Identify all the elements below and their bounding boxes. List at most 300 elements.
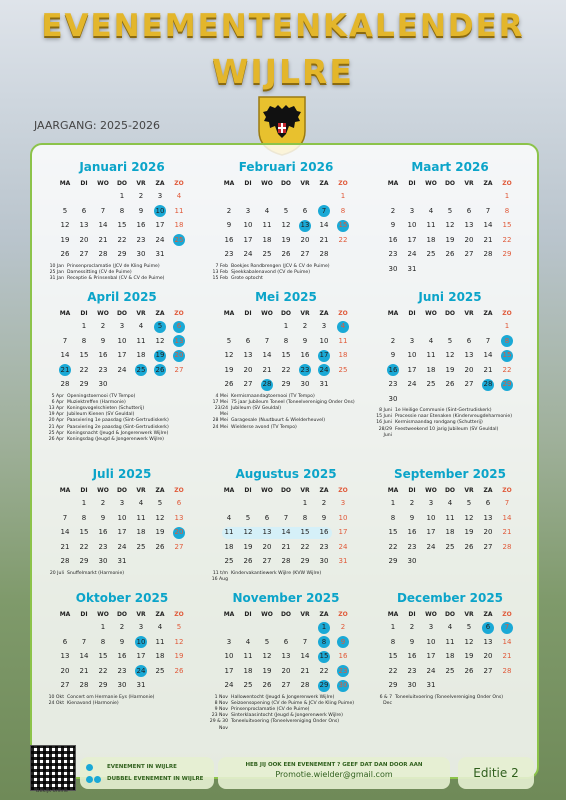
day-cell[interactable]: 6 [62,637,68,646]
day-cell[interactable]: 17 [136,652,146,660]
day-cell[interactable]: 18 [155,652,165,660]
day-cell[interactable]: 26 [262,681,272,689]
day-cell[interactable]: 1 [81,322,87,330]
day-cell[interactable]: 5 [466,623,472,631]
day-cell[interactable]: 11 [220,525,239,540]
day-cell[interactable]: 16 [315,525,334,540]
day-cell[interactable]: 2 [340,623,346,631]
day-cell[interactable]: 9 [409,637,415,646]
day-cell[interactable]: 19 [464,528,474,536]
day-cell[interactable]: 6 [81,206,87,215]
day-cell[interactable]: 10 [151,204,170,219]
day-cell[interactable]: 24 [407,380,417,388]
day-cell[interactable]: 14 [60,351,70,359]
day-cell[interactable]: 23 [117,666,127,675]
day-cell[interactable]: 3 [226,637,232,646]
day-cell[interactable]: 1 [119,192,125,200]
day-cell[interactable]: 29 [498,377,517,392]
day-cell[interactable]: 12 [155,336,165,345]
day-cell[interactable]: 5 [466,499,472,507]
day-cell[interactable]: 21 [56,363,75,378]
day-cell[interactable]: 23 [407,542,417,551]
day-cell[interactable]: 15 [502,221,512,229]
day-cell[interactable]: 16 [117,652,127,660]
day-cell[interactable]: 1 [283,322,289,330]
day-cell[interactable]: 1 [504,322,510,330]
day-cell[interactable]: 9 [226,221,232,229]
day-cell[interactable]: 6 [245,336,251,345]
day-cell[interactable]: 9 [100,513,106,522]
day-cell[interactable]: 8 [498,334,517,349]
day-cell[interactable]: 29 [388,681,398,689]
day-cell[interactable]: 7 [485,206,491,215]
day-cell[interactable]: 9 [321,513,327,522]
day-cell[interactable]: 21 [300,666,310,675]
day-cell[interactable]: 19 [155,528,165,536]
day-cell[interactable]: 12 [60,221,70,229]
day-cell[interactable]: 28 [79,681,89,689]
day-cell[interactable]: 5 [226,336,232,345]
day-cell[interactable]: 6 [485,499,491,507]
day-cell[interactable]: 4 [226,513,232,522]
day-cell[interactable]: 27 [174,542,184,551]
day-cell[interactable]: 22 [281,365,291,374]
day-cell[interactable]: 18 [224,542,234,551]
day-cell[interactable]: 11 [243,652,253,660]
day-cell[interactable]: 23 [224,250,234,258]
day-cell[interactable]: 24 [243,250,253,258]
day-cell[interactable]: 3 [138,623,144,631]
day-cell[interactable]: 13 [60,652,70,660]
day-cell[interactable]: 28 [502,666,512,675]
day-cell[interactable]: 28 [281,557,291,565]
day-cell[interactable]: 19 [464,652,474,660]
day-cell[interactable]: 17 [224,666,234,675]
day-cell[interactable]: 4 [138,322,144,330]
day-cell[interactable]: 24 [315,363,334,378]
day-cell[interactable]: 11 [155,637,165,646]
day-cell[interactable]: 15 [388,528,398,536]
day-cell[interactable]: 25 [426,250,436,258]
day-cell[interactable]: 14 [262,351,272,359]
day-cell[interactable]: 13 [174,513,184,522]
day-cell[interactable]: 16 [224,235,234,244]
day-cell[interactable]: 3 [409,336,415,345]
day-cell[interactable]: 1 [390,623,396,631]
day-cell[interactable]: 3 [428,499,434,507]
day-cell[interactable]: 4 [245,637,251,646]
day-cell[interactable]: 8 [81,513,87,522]
day-cell[interactable]: 4 [428,336,434,345]
day-cell[interactable]: 14 [502,513,512,522]
day-cell[interactable]: 26 [60,250,70,258]
day-cell[interactable]: 7 [100,206,106,215]
day-cell[interactable]: 5 [283,206,289,215]
day-cell[interactable]: 9 [409,513,415,522]
day-cell[interactable]: 19 [262,666,272,675]
day-cell[interactable]: 31 [117,557,127,565]
day-cell[interactable]: 23 [407,666,417,675]
day-cell[interactable]: 5 [447,336,453,345]
day-cell[interactable]: 29 [281,380,291,388]
day-cell[interactable]: 14 [502,637,512,646]
day-cell[interactable]: 23 [136,235,146,244]
day-cell[interactable]: 17 [426,652,436,660]
day-cell[interactable]: 19 [243,542,253,551]
day-cell[interactable]: 23 [388,380,398,388]
day-cell[interactable]: 19 [281,235,291,244]
day-cell[interactable]: 2 [100,322,106,330]
day-cell[interactable]: 7 [504,499,510,507]
day-cell[interactable]: 19 [445,365,455,374]
day-cell[interactable]: 14 [483,221,493,229]
day-cell[interactable]: 25 [136,542,146,551]
day-cell[interactable]: 8 [504,206,510,215]
day-cell[interactable]: 18 [174,221,184,229]
day-cell[interactable]: 28 [60,557,70,565]
day-cell[interactable]: 30 [319,557,329,565]
day-cell[interactable]: 20 [60,666,70,675]
day-cell[interactable]: 7 [62,513,68,522]
day-cell[interactable]: 5 [62,206,68,215]
day-cell[interactable]: 20 [79,235,89,244]
day-cell[interactable]: 22 [338,235,348,244]
day-cell[interactable]: 28 [483,250,493,258]
day-cell[interactable]: 15 [296,525,315,540]
day-cell[interactable]: 20 [243,365,253,374]
day-cell[interactable]: 21 [483,365,493,374]
day-cell[interactable]: 21 [79,666,89,675]
day-cell[interactable]: 21 [502,652,512,660]
day-cell[interactable]: 19 [224,365,234,374]
day-cell[interactable]: 26 [445,250,455,258]
day-cell[interactable]: 30 [407,681,417,689]
day-cell[interactable]: 31 [338,557,348,565]
day-cell[interactable]: 22 [502,235,512,244]
day-cell[interactable]: 30 [388,264,398,273]
day-cell[interactable]: 23 [98,365,108,374]
day-cell[interactable]: 13 [296,218,315,233]
day-cell[interactable]: 16 [136,221,146,229]
day-cell[interactable]: 9 [119,637,125,646]
day-cell[interactable]: 7 [283,513,289,522]
day-cell[interactable]: 5 [264,637,270,646]
day-cell[interactable]: 11 [136,336,146,345]
day-cell[interactable]: 2 [226,206,232,215]
day-cell[interactable]: 30 [98,380,108,388]
day-cell[interactable]: 10 [117,336,127,345]
day-cell[interactable]: 2 [138,192,144,200]
day-cell[interactable]: 31 [426,681,436,689]
day-cell[interactable]: 13 [483,637,493,646]
day-cell[interactable]: 15 [79,351,89,359]
day-cell[interactable]: 13 [464,351,474,359]
day-cell[interactable]: 12 [155,513,165,522]
day-cell[interactable]: 22 [300,542,310,551]
day-cell[interactable]: 18 [136,528,146,536]
day-cell[interactable]: 18 [445,528,455,536]
day-cell[interactable]: 25 [426,380,436,388]
day-cell[interactable]: 4 [264,206,270,215]
day-cell[interactable]: 11 [445,513,455,522]
day-cell[interactable]: 10 [426,637,436,646]
day-cell[interactable]: 11 [445,637,455,646]
day-cell[interactable]: 26 [464,666,474,675]
day-cell[interactable]: 30 [98,557,108,565]
day-cell[interactable]: 8 [119,206,125,215]
day-cell[interactable]: 15 [315,649,334,664]
day-cell[interactable]: 6 [466,206,472,215]
day-cell[interactable]: 22 [117,235,127,244]
day-cell[interactable]: 8 [302,513,308,522]
day-cell[interactable]: 30 [136,250,146,258]
day-cell[interactable]: 2 [302,322,308,330]
day-cell[interactable]: 26 [464,542,474,551]
day-cell[interactable]: 6 [176,499,182,507]
day-cell[interactable]: 17 [243,235,253,244]
day-cell[interactable]: 26 [174,666,184,675]
day-cell[interactable]: 11 [174,206,184,215]
day-cell[interactable]: 23 [334,664,353,679]
day-cell[interactable]: 15 [498,348,517,363]
day-cell[interactable]: 14 [98,221,108,229]
day-cell[interactable]: 27 [300,250,310,258]
day-cell[interactable]: 7 [315,204,334,219]
day-cell[interactable]: 20 [483,528,493,536]
day-cell[interactable]: 25 [155,666,165,675]
day-cell[interactable]: 20 [281,666,291,675]
day-cell[interactable]: 3 [321,322,327,330]
day-cell[interactable]: 13 [79,221,89,229]
day-cell[interactable]: 19 [174,652,184,660]
day-cell[interactable]: 12 [239,525,258,540]
day-cell[interactable]: 19 [445,235,455,244]
day-cell[interactable]: 18 [262,235,272,244]
day-cell[interactable]: 17 [426,528,436,536]
day-cell[interactable]: 29 [79,557,89,565]
day-cell[interactable]: 17 [155,221,165,229]
day-cell[interactable]: 7 [264,336,270,345]
day-cell[interactable]: 4 [334,319,353,334]
day-cell[interactable]: 15 [79,528,89,536]
day-cell[interactable]: 25 [445,666,455,675]
day-cell[interactable]: 6 [302,206,308,215]
day-cell[interactable]: 12 [224,351,234,359]
day-cell[interactable]: 20 [483,652,493,660]
day-cell[interactable]: 15 [334,218,353,233]
day-cell[interactable]: 3 [157,192,163,200]
day-cell[interactable]: 13 [170,334,189,349]
day-cell[interactable]: 18 [426,365,436,374]
day-cell[interactable]: 12 [464,513,474,522]
day-cell[interactable]: 7 [485,336,491,345]
day-cell[interactable]: 28 [319,250,329,258]
day-cell[interactable]: 16 [300,351,310,359]
day-cell[interactable]: 22 [79,542,89,551]
day-cell[interactable]: 21 [60,542,70,551]
day-cell[interactable]: 15 [388,652,398,660]
day-cell[interactable]: 17 [117,528,127,536]
day-cell[interactable]: 9 [138,206,144,215]
day-cell[interactable]: 28 [60,380,70,388]
day-cell[interactable]: 27 [483,542,493,551]
day-cell[interactable]: 21 [483,235,493,244]
day-cell[interactable]: 4 [447,623,453,631]
day-cell[interactable]: 12 [281,221,291,229]
day-cell[interactable]: 30 [300,380,310,388]
day-cell[interactable]: 16 [388,235,398,244]
day-cell[interactable]: 8 [390,637,396,646]
day-cell[interactable]: 25 [132,363,151,378]
day-cell[interactable]: 27 [60,681,70,689]
day-cell[interactable]: 9 [100,336,106,345]
day-cell[interactable]: 5 [176,623,182,631]
day-cell[interactable]: 31 [407,264,417,273]
day-cell[interactable]: 10 [224,652,234,660]
day-cell[interactable]: 3 [245,206,251,215]
day-cell[interactable]: 17 [117,351,127,359]
day-cell[interactable]: 30 [388,394,398,403]
day-cell[interactable]: 17 [407,365,417,374]
day-cell[interactable]: 8 [340,206,346,215]
day-cell[interactable]: 18 [426,235,436,244]
day-cell[interactable]: 29 [300,557,310,565]
day-cell[interactable]: 28 [300,681,310,689]
day-cell[interactable]: 12 [445,221,455,229]
day-cell[interactable]: 21 [502,528,512,536]
day-cell[interactable]: 18 [243,666,253,675]
day-cell[interactable]: 1 [81,499,87,507]
day-cell[interactable]: 23 [296,363,315,378]
day-cell[interactable]: 15 [117,221,127,229]
day-cell[interactable]: 31 [136,681,146,689]
day-cell[interactable]: 22 [98,666,108,675]
day-cell[interactable]: 31 [319,380,329,388]
day-cell[interactable]: 8 [100,637,106,646]
day-cell[interactable]: 10 [243,221,253,229]
day-cell[interactable]: 17 [407,235,417,244]
day-cell[interactable]: 14 [277,525,296,540]
day-cell[interactable]: 27 [464,380,474,388]
day-cell[interactable]: 8 [315,635,334,650]
day-cell[interactable]: 21 [262,365,272,374]
day-cell[interactable]: 12 [174,637,184,646]
day-cell[interactable]: 8 [81,336,87,345]
day-cell[interactable]: 25 [262,250,272,258]
day-cell[interactable]: 6 [479,620,498,635]
day-cell[interactable]: 19 [151,348,170,363]
day-cell[interactable]: 27 [243,380,253,388]
day-cell[interactable]: 2 [119,623,125,631]
day-cell[interactable]: 10 [338,513,348,522]
day-cell[interactable]: 13 [483,513,493,522]
day-cell[interactable]: 2 [321,499,327,507]
day-cell[interactable]: 9 [334,635,353,650]
day-cell[interactable]: 17 [338,528,348,536]
day-cell[interactable]: 3 [340,499,346,507]
day-cell[interactable]: 29 [79,380,89,388]
day-cell[interactable]: 29 [98,681,108,689]
day-cell[interactable]: 13 [258,525,277,540]
day-cell[interactable]: 23 [319,542,329,551]
day-cell[interactable]: 13 [464,221,474,229]
day-cell[interactable]: 30 [407,557,417,565]
day-cell[interactable]: 22 [79,365,89,374]
day-cell[interactable]: 4 [428,206,434,215]
day-cell[interactable]: 21 [319,235,329,244]
day-cell[interactable]: 24 [224,681,234,689]
qr-code-icon[interactable] [30,745,76,791]
day-cell[interactable]: 25 [243,681,253,689]
day-cell[interactable]: 10 [117,513,127,522]
day-cell[interactable]: 18 [445,652,455,660]
day-cell[interactable]: 16 [407,528,417,536]
day-cell[interactable]: 20 [464,365,474,374]
day-cell[interactable]: 5 [157,499,163,507]
day-cell[interactable]: 10 [426,513,436,522]
day-cell[interactable]: 24 [132,664,151,679]
day-cell[interactable]: 4 [157,623,163,631]
day-cell[interactable]: 10 [407,351,417,359]
day-cell[interactable]: 16 [338,652,348,660]
day-cell[interactable]: 13 [243,351,253,359]
day-cell[interactable]: 28 [502,542,512,551]
day-cell[interactable]: 24 [117,542,127,551]
day-cell[interactable]: 24 [117,365,127,374]
day-cell[interactable]: 28 [98,250,108,258]
day-cell[interactable]: 30 [117,681,127,689]
day-cell[interactable]: 2 [390,206,396,215]
day-cell[interactable]: 3 [409,206,415,215]
day-cell[interactable]: 28 [258,377,277,392]
day-cell[interactable]: 27 [262,557,272,565]
day-cell[interactable]: 8 [283,336,289,345]
day-cell[interactable]: 26 [243,557,253,565]
day-cell[interactable]: 7 [498,620,517,635]
day-cell[interactable]: 16 [384,363,403,378]
day-cell[interactable]: 26 [155,542,165,551]
day-cell[interactable]: 13 [281,652,291,660]
day-cell[interactable]: 26 [445,380,455,388]
day-cell[interactable]: 1 [315,620,334,635]
day-cell[interactable]: 10 [319,336,329,345]
day-cell[interactable]: 1 [100,623,106,631]
day-cell[interactable]: 20 [170,348,189,363]
day-cell[interactable]: 27 [483,666,493,675]
day-cell[interactable]: 5 [151,319,170,334]
day-cell[interactable]: 7 [62,336,68,345]
day-cell[interactable]: 30 [334,678,353,693]
day-cell[interactable]: 14 [300,652,310,660]
day-cell[interactable]: 15 [98,652,108,660]
day-cell[interactable]: 11 [136,513,146,522]
day-cell[interactable]: 1 [302,499,308,507]
day-cell[interactable]: 18 [338,351,348,359]
day-cell[interactable]: 24 [155,235,165,244]
day-cell[interactable]: 16 [98,528,108,536]
day-cell[interactable]: 24 [338,542,348,551]
day-cell[interactable]: 22 [388,666,398,675]
day-cell[interactable]: 9 [302,336,308,345]
day-cell[interactable]: 4 [176,192,182,200]
day-cell[interactable]: 4 [447,499,453,507]
day-cell[interactable]: 5 [447,206,453,215]
day-cell[interactable]: 26 [151,363,170,378]
day-cell[interactable]: 23 [98,542,108,551]
day-cell[interactable]: 6 [283,637,289,646]
day-cell[interactable]: 4 [138,499,144,507]
day-cell[interactable]: 23 [388,250,398,258]
